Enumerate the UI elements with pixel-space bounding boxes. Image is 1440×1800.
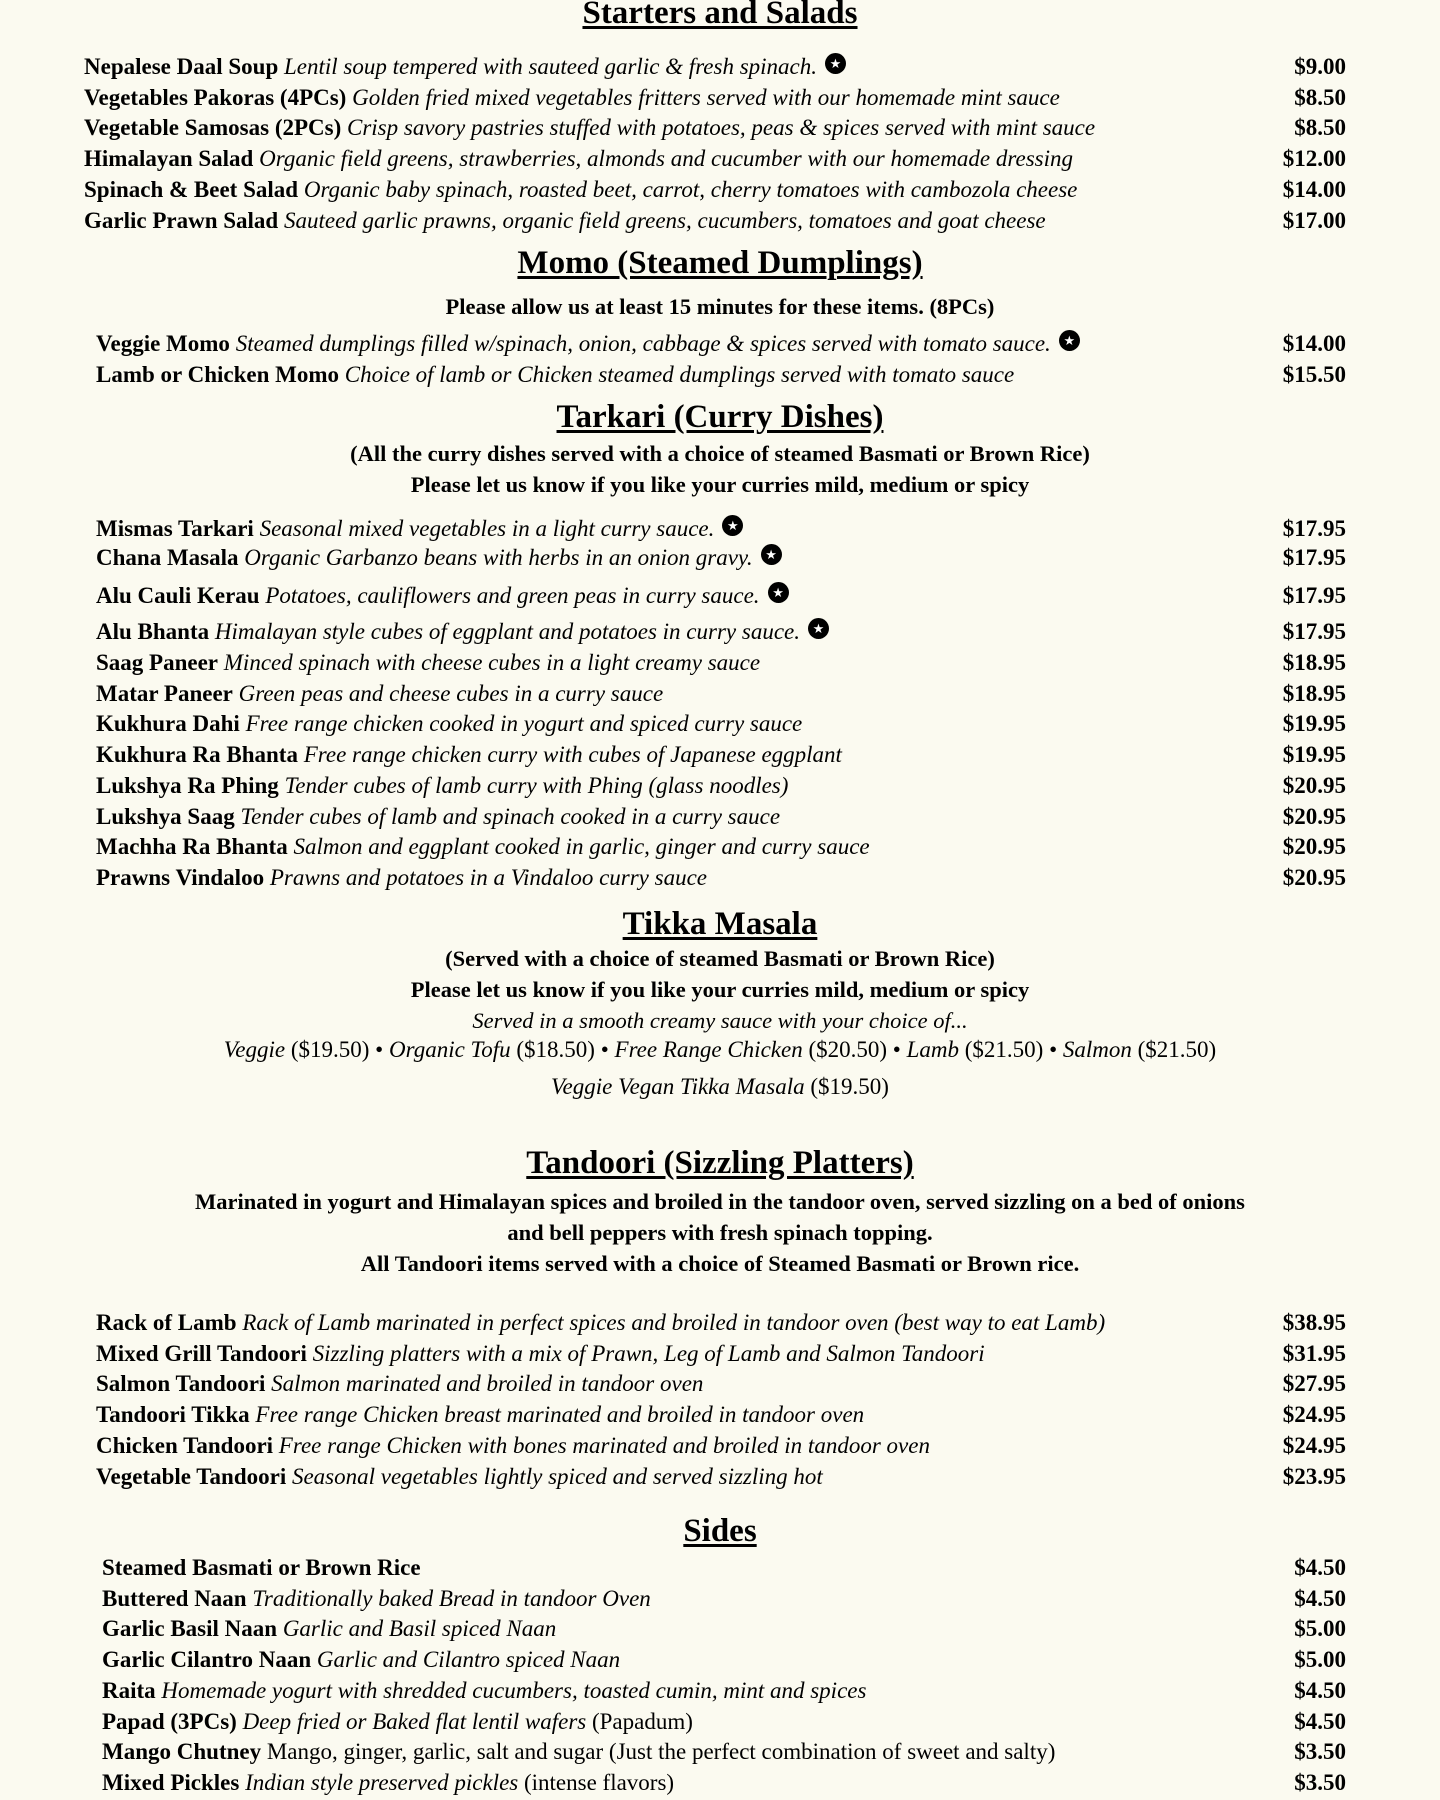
star-badge-icon: ★	[808, 618, 829, 639]
item-name: Alu Cauli Kerau	[96, 583, 260, 608]
tikka-option-name: Lamb	[906, 1037, 959, 1062]
item-description-note: (intense flavors)	[523, 1770, 675, 1795]
item-name: Lukshya Ra Phing	[96, 773, 279, 798]
star-badge-icon: ★	[722, 515, 743, 536]
item-description	[243, 1709, 693, 1734]
item-name: Matar Paneer	[96, 681, 233, 706]
menu-item	[96, 832, 1346, 862]
item-name: Raita	[102, 1678, 156, 1703]
item-description-text: Deep fried or Baked flat lentil wafers	[242, 1709, 587, 1734]
menu-item	[102, 1768, 1346, 1798]
item-name: Vegetables Pakoras (4PCs)	[84, 85, 347, 110]
item-price: $4.50	[1294, 1555, 1346, 1580]
item-name: Lukshya Saag	[96, 804, 235, 829]
menu-item	[84, 113, 1346, 143]
item-price: $20.95	[1282, 804, 1346, 829]
item-price: $4.50	[1294, 1586, 1346, 1611]
menu-item	[96, 802, 1346, 832]
item-description-text: Rack of Lamb marinated in perfect spices and broiled in tandoor oven (best way to eat Lamb)	[242, 1310, 1106, 1335]
tikka-vegan-name: Veggie Vegan Tikka Masala	[551, 1074, 805, 1099]
menu-item	[84, 144, 1346, 174]
item-description-note: Mango, ginger, garlic, salt and sugar (Just the perfect combination of sweet and salty)	[266, 1739, 1056, 1764]
menu-item	[84, 206, 1346, 236]
tikka-option-price: ($19.50)	[290, 1037, 370, 1062]
item-description	[252, 1586, 650, 1611]
item-name: Garlic Prawn Salad	[84, 208, 279, 233]
item-description-text: Salmon and eggplant cooked in garlic, ginger and curry sauce	[293, 834, 870, 859]
item-name: Veggie Momo	[96, 331, 230, 356]
item-name: Kukhura Dahi	[96, 711, 240, 736]
menu-item	[96, 360, 1346, 390]
item-name: Mango Chutney	[102, 1739, 262, 1764]
item-description-text: Indian style preserved pickles	[245, 1770, 519, 1795]
item-description	[161, 1678, 866, 1703]
item-price: $14.00	[1282, 177, 1346, 202]
item-price: $24.95	[1282, 1433, 1346, 1458]
item-price: $12.00	[1282, 146, 1346, 171]
star-badge-icon: ★	[1059, 330, 1080, 351]
menu-item	[102, 1553, 1346, 1583]
item-description-text: Lentil soup tempered with sauteed garlic & fresh spinach.	[284, 54, 817, 79]
item-price: $9.00	[1294, 54, 1346, 79]
item-name: Mismas Tarkari	[96, 516, 254, 541]
item-description	[292, 1464, 823, 1489]
menu-item	[96, 740, 1346, 770]
item-name: Tandoori Tikka	[96, 1402, 250, 1427]
item-description-text: Tender cubes of lamb and spinach cooked in a curry sauce	[240, 804, 781, 829]
menu-item	[84, 52, 1346, 82]
item-name: Himalayan Salad	[84, 146, 254, 171]
tikka-vegan	[0, 1072, 1440, 1102]
item-description-text: Minced spinach with cheese cubes in a light creamy sauce	[223, 650, 761, 675]
item-name: Lamb or Chicken Momo	[96, 362, 339, 387]
item-description-text: Garlic and Basil spiced Naan	[282, 1616, 557, 1641]
section-heading-momo-steamed-dumplings	[0, 243, 1440, 283]
section-heading-tandoori-sizzling-platters	[0, 1143, 1440, 1183]
item-description	[285, 773, 789, 798]
section-note: All Tandoori items served with a choice of Steamed Basmati or Brown rice.	[360, 1251, 1080, 1276]
tikka-option-name: Organic Tofu	[388, 1037, 511, 1062]
item-price: $5.00	[1294, 1647, 1346, 1672]
item-description	[304, 177, 1078, 202]
item-description-text: Golden fried mixed vegetables fritters served with our homemade mint sauce	[352, 85, 1060, 110]
item-price: $14.00	[1282, 331, 1346, 356]
menu-item	[96, 709, 1346, 739]
item-description-text: Free range Chicken breast marinated and broiled in tandoor oven	[255, 1402, 865, 1427]
item-description	[304, 742, 842, 767]
item-description	[317, 1647, 620, 1672]
tikka-option-price: ($18.50)	[516, 1037, 595, 1062]
section-note: Please allow us at least 15 minutes for these items. (8PCs)	[445, 294, 995, 319]
item-description	[284, 208, 1046, 233]
menu-item	[96, 1369, 1346, 1399]
item-price: $3.50	[1294, 1739, 1346, 1764]
menu-item	[102, 1676, 1346, 1706]
menu-item	[102, 1614, 1346, 1644]
item-price: $17.00	[1282, 208, 1346, 233]
section-heading-tikka-masala	[0, 904, 1440, 944]
item-description	[255, 1402, 864, 1427]
item-description-text: Homemade yogurt with shredded cucumbers, toasted cumin, mint and spices	[161, 1678, 867, 1703]
item-name: Mixed Pickles	[102, 1770, 240, 1795]
menu-item	[96, 679, 1346, 709]
item-name: Prawns Vindaloo	[96, 865, 265, 890]
tikka-option-name: Salmon	[1062, 1037, 1132, 1062]
item-description-text: Organic Garbanzo beans with herbs in an onion gravy.	[244, 545, 753, 570]
item-name: Rack of Lamb	[96, 1310, 237, 1335]
item-price: $23.95	[1282, 1464, 1346, 1489]
star-badge-icon: ★	[825, 53, 846, 74]
item-description-text: Organic field greens, strawberries, almonds and cucumber with our homemade dressing	[259, 146, 1073, 171]
tikka-intro: Served in a smooth creamy sauce with your choice of...	[472, 1008, 968, 1033]
menu-item	[84, 83, 1346, 113]
menu-item	[96, 1462, 1346, 1492]
section-note: Please let us know if you like your curries mild, medium or spicy	[410, 472, 1030, 497]
option-separator: •	[594, 1037, 615, 1062]
tikka-option-name: Free Range Chicken	[614, 1037, 803, 1062]
item-description	[215, 619, 800, 644]
item-description-text: Free range Chicken with bones marinated and broiled in tandoor oven	[278, 1433, 930, 1458]
item-name: Steamed Basmati or Brown Rice	[102, 1555, 421, 1580]
item-description-text: Salmon marinated and broiled in tandoor oven	[271, 1371, 704, 1396]
item-name: Mixed Grill Tandoori	[96, 1341, 307, 1366]
menu-item	[96, 1400, 1346, 1430]
tikka-option-price: ($21.50)	[964, 1037, 1044, 1062]
item-description	[236, 331, 1051, 356]
section-note: and bell peppers with fresh spinach topping.	[507, 1220, 933, 1245]
item-name: Vegetable Samosas (2PCs)	[84, 115, 342, 140]
menu-item	[102, 1645, 1346, 1675]
item-price: $31.95	[1282, 1341, 1346, 1366]
item-name: Alu Bhanta	[96, 619, 210, 644]
item-description	[284, 54, 817, 79]
item-price: $15.50	[1282, 362, 1346, 387]
tikka-option-price: ($21.50)	[1137, 1037, 1217, 1062]
item-price: $24.95	[1282, 1402, 1346, 1427]
item-price: $8.50	[1294, 115, 1346, 140]
section-note: Marinated in yogurt and Himalayan spices and broiled in the tandoor oven, served sizzling on a bed of onions	[195, 1189, 1245, 1214]
item-description-text: Free range chicken curry with cubes of Japanese eggplant	[303, 742, 842, 767]
item-price: $20.95	[1282, 834, 1346, 859]
item-name: Buttered Naan	[102, 1586, 247, 1611]
item-description	[279, 1433, 930, 1458]
menu-item	[96, 543, 1346, 573]
item-name: Garlic Cilantro Naan	[102, 1647, 312, 1672]
menu-item	[96, 1339, 1346, 1369]
item-price: $4.50	[1294, 1709, 1346, 1734]
menu-item	[102, 1707, 1346, 1737]
item-price: $17.95	[1282, 619, 1346, 644]
item-price: $18.95	[1282, 650, 1346, 675]
item-description-text: Prawns and potatoes in a Vindaloo curry sauce	[269, 865, 708, 890]
item-description-text: Green peas and cheese cubes in a curry sauce	[238, 681, 664, 706]
item-name: Kukhura Ra Bhanta	[96, 742, 298, 767]
item-description	[293, 834, 869, 859]
item-price: $8.50	[1294, 85, 1346, 110]
item-price: $17.95	[1282, 516, 1346, 541]
item-description	[347, 115, 1095, 140]
star-badge-icon: ★	[768, 582, 789, 603]
item-name: Chicken Tandoori	[96, 1433, 274, 1458]
item-description-text: Garlic and Cilantro spiced Naan	[316, 1647, 621, 1672]
item-name: Salmon Tandoori	[96, 1371, 266, 1396]
tikka-options	[0, 1035, 1440, 1065]
section-title: Tikka Masala	[622, 906, 818, 942]
item-description	[345, 362, 1014, 387]
item-description-text: Organic baby spinach, roasted beet, carrot, cherry tomatoes with cambozola cheese	[303, 177, 1078, 202]
item-description	[260, 516, 715, 541]
section-title: Momo (Steamed Dumplings)	[517, 245, 923, 281]
item-price: $20.95	[1282, 865, 1346, 890]
item-description	[246, 711, 803, 736]
item-description	[224, 650, 760, 675]
menu-item	[96, 1308, 1346, 1338]
item-price: $17.95	[1282, 583, 1346, 608]
item-price: $27.95	[1282, 1371, 1346, 1396]
menu-item	[96, 648, 1346, 678]
item-description-text: Choice of lamb or Chicken steamed dumplings served with tomato sauce	[344, 362, 1015, 387]
item-description	[244, 545, 752, 570]
item-price: $17.95	[1282, 545, 1346, 570]
item-description-text: Potatoes, cauliflowers and green peas in curry sauce.	[265, 583, 760, 608]
item-price: $20.95	[1282, 773, 1346, 798]
item-description	[352, 85, 1060, 110]
menu-item	[96, 617, 1346, 647]
item-description-text: Steamed dumplings filled w/spinach, onion, cabbage & spices served with tomato sauce.	[235, 331, 1051, 356]
item-name: Papad (3PCs)	[102, 1709, 237, 1734]
item-description	[267, 1739, 1056, 1764]
menu-item	[96, 863, 1346, 893]
item-description-text: Seasonal vegetables lightly spiced and served sizzling hot	[291, 1464, 823, 1489]
section-heading-starters-and-salads	[0, 0, 1440, 33]
tikka-vegan-price: ($19.50)	[810, 1074, 889, 1099]
menu-item	[84, 175, 1346, 205]
item-description-text: Crisp savory pastries stuffed with potatoes, peas & spices served with mint sauce	[347, 115, 1096, 140]
item-price: $4.50	[1294, 1678, 1346, 1703]
item-description-note: (Papadum)	[591, 1709, 693, 1734]
item-description	[245, 1770, 674, 1795]
menu-item	[102, 1584, 1346, 1614]
item-name: Nepalese Daal Soup	[84, 54, 279, 79]
item-name: Machha Ra Bhanta	[96, 834, 288, 859]
tikka-option-price: ($20.50)	[808, 1037, 888, 1062]
section-note: (All the curry dishes served with a choice of steamed Basmati or Brown Rice)	[350, 441, 1090, 466]
item-description	[313, 1341, 985, 1366]
star-badge-icon: ★	[761, 544, 782, 565]
item-description	[239, 681, 664, 706]
menu-item	[96, 329, 1346, 359]
item-description	[242, 1310, 1105, 1335]
section-title: Tarkari (Curry Dishes)	[556, 399, 884, 435]
item-description	[259, 146, 1073, 171]
item-description-text: Himalayan style cubes of eggplant and potatoes in curry sauce.	[214, 619, 800, 644]
item-name: Vegetable Tandoori	[96, 1464, 287, 1489]
item-description	[283, 1616, 556, 1641]
item-price: $5.00	[1294, 1616, 1346, 1641]
item-description-text: Tender cubes of lamb curry with Phing (glass noodles)	[284, 773, 789, 798]
item-name: Saag Paneer	[96, 650, 219, 675]
item-name: Garlic Basil Naan	[102, 1616, 278, 1641]
item-description-text: Sauteed garlic prawns, organic field greens, cucumbers, tomatoes and goat cheese	[283, 208, 1046, 233]
section-title: Tandoori (Sizzling Platters)	[526, 1145, 914, 1181]
menu-item	[96, 581, 1346, 611]
item-description	[265, 583, 759, 608]
item-description-text: Sizzling platters with a mix of Prawn, Leg of Lamb and Salmon Tandoori	[312, 1341, 985, 1366]
option-separator: •	[887, 1037, 907, 1062]
section-heading-sides	[0, 1511, 1440, 1551]
item-price: $19.95	[1282, 742, 1346, 767]
item-price: $19.95	[1282, 711, 1346, 736]
option-separator: •	[369, 1037, 389, 1062]
section-title: Sides	[683, 1513, 757, 1549]
section-note: Please let us know if you like your curries mild, medium or spicy	[410, 977, 1030, 1002]
option-separator: •	[1043, 1037, 1063, 1062]
item-description	[271, 1371, 703, 1396]
menu-item	[96, 514, 1346, 544]
section-heading-tarkari-curry-dishes	[0, 397, 1440, 437]
item-description	[240, 804, 780, 829]
menu-item	[96, 1431, 1346, 1461]
item-price: $3.50	[1294, 1770, 1346, 1795]
tikka-option-name: Veggie	[223, 1037, 286, 1062]
item-price: $38.95	[1282, 1310, 1346, 1335]
item-price: $18.95	[1282, 681, 1346, 706]
section-note: (Served with a choice of steamed Basmati or Brown Rice)	[445, 946, 995, 971]
item-description	[270, 865, 707, 890]
section-title: Starters and Salads	[582, 0, 858, 31]
item-description-text: Free range chicken cooked in yogurt and spiced curry sauce	[245, 711, 803, 736]
item-name: Chana Masala	[96, 545, 239, 570]
item-name: Spinach & Beet Salad	[84, 177, 299, 202]
menu-item	[102, 1737, 1346, 1767]
menu-item	[96, 771, 1346, 801]
item-description-text: Seasonal mixed vegetables in a light curry sauce.	[259, 516, 715, 541]
item-description-text: Traditionally baked Bread in tandoor Oven	[252, 1586, 651, 1611]
